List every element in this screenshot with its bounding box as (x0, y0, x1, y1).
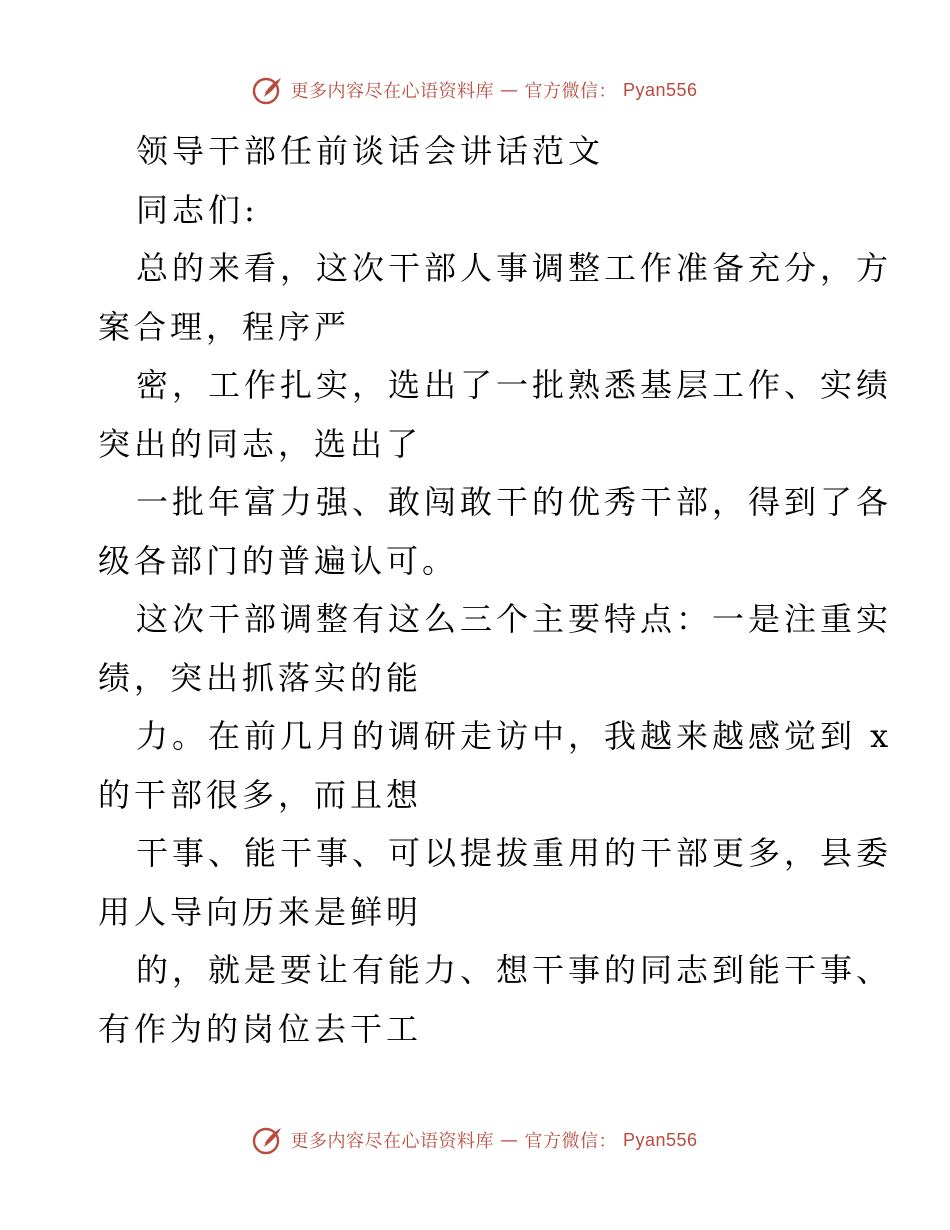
banner-wechat-id: Pyan556 (622, 1129, 698, 1150)
footer-banner-content (252, 1124, 697, 1156)
document-body (98, 122, 893, 1058)
text-line: 案合理，程序严 (98, 307, 351, 346)
quill-logo-icon (252, 1124, 284, 1156)
greeting: 同志们: (136, 190, 259, 229)
document-title: 领导干部任前谈话会讲话范文 (136, 132, 605, 170)
text-line: 级各部门的普遍认可。 (98, 541, 459, 580)
text-line: 的，就是要让有能力、想干事的同志到能干事、 (136, 951, 893, 989)
header-banner (0, 70, 950, 110)
text-line: 干事、能干事、可以提拔重用的干部更多，县委 (136, 834, 893, 872)
banner-slogan: 更多内容尽在心语资料库 (290, 1131, 494, 1152)
text-line: 的干部很多，而且想 (98, 775, 423, 814)
text-line: 总的来看，这次干部人事调整工作准备充分，方 (136, 249, 893, 287)
text-line: 力。在前几月的调研走访中，我越来越感觉到 x (136, 717, 893, 755)
header-banner-content (252, 74, 697, 106)
footer-banner (0, 1120, 950, 1160)
banner-separator: — (499, 79, 519, 101)
text-line: 一批年富力强、敢闯敢干的优秀干部，得到了各 (136, 483, 893, 521)
text-line: 绩，突出抓落实的能 (98, 658, 423, 697)
banner-wechat-label: 官方微信： (524, 81, 617, 102)
text-line: 突出的同志，选出了 (98, 424, 423, 463)
text-line: 密，工作扎实，选出了一批熟悉基层工作、实绩 (136, 366, 893, 404)
text-line: 有作为的岗位去干工 (98, 1009, 423, 1048)
banner-separator: — (499, 1129, 519, 1151)
text-line: 这次干部调整有这么三个主要特点：一是注重实 (136, 600, 893, 638)
banner-wechat-label: 官方微信： (524, 1131, 617, 1152)
banner-slogan: 更多内容尽在心语资料库 (290, 81, 494, 102)
text-line: 用人导向历来是鲜明 (98, 892, 423, 931)
quill-logo-icon (252, 74, 284, 106)
banner-wechat-id: Pyan556 (622, 79, 698, 100)
